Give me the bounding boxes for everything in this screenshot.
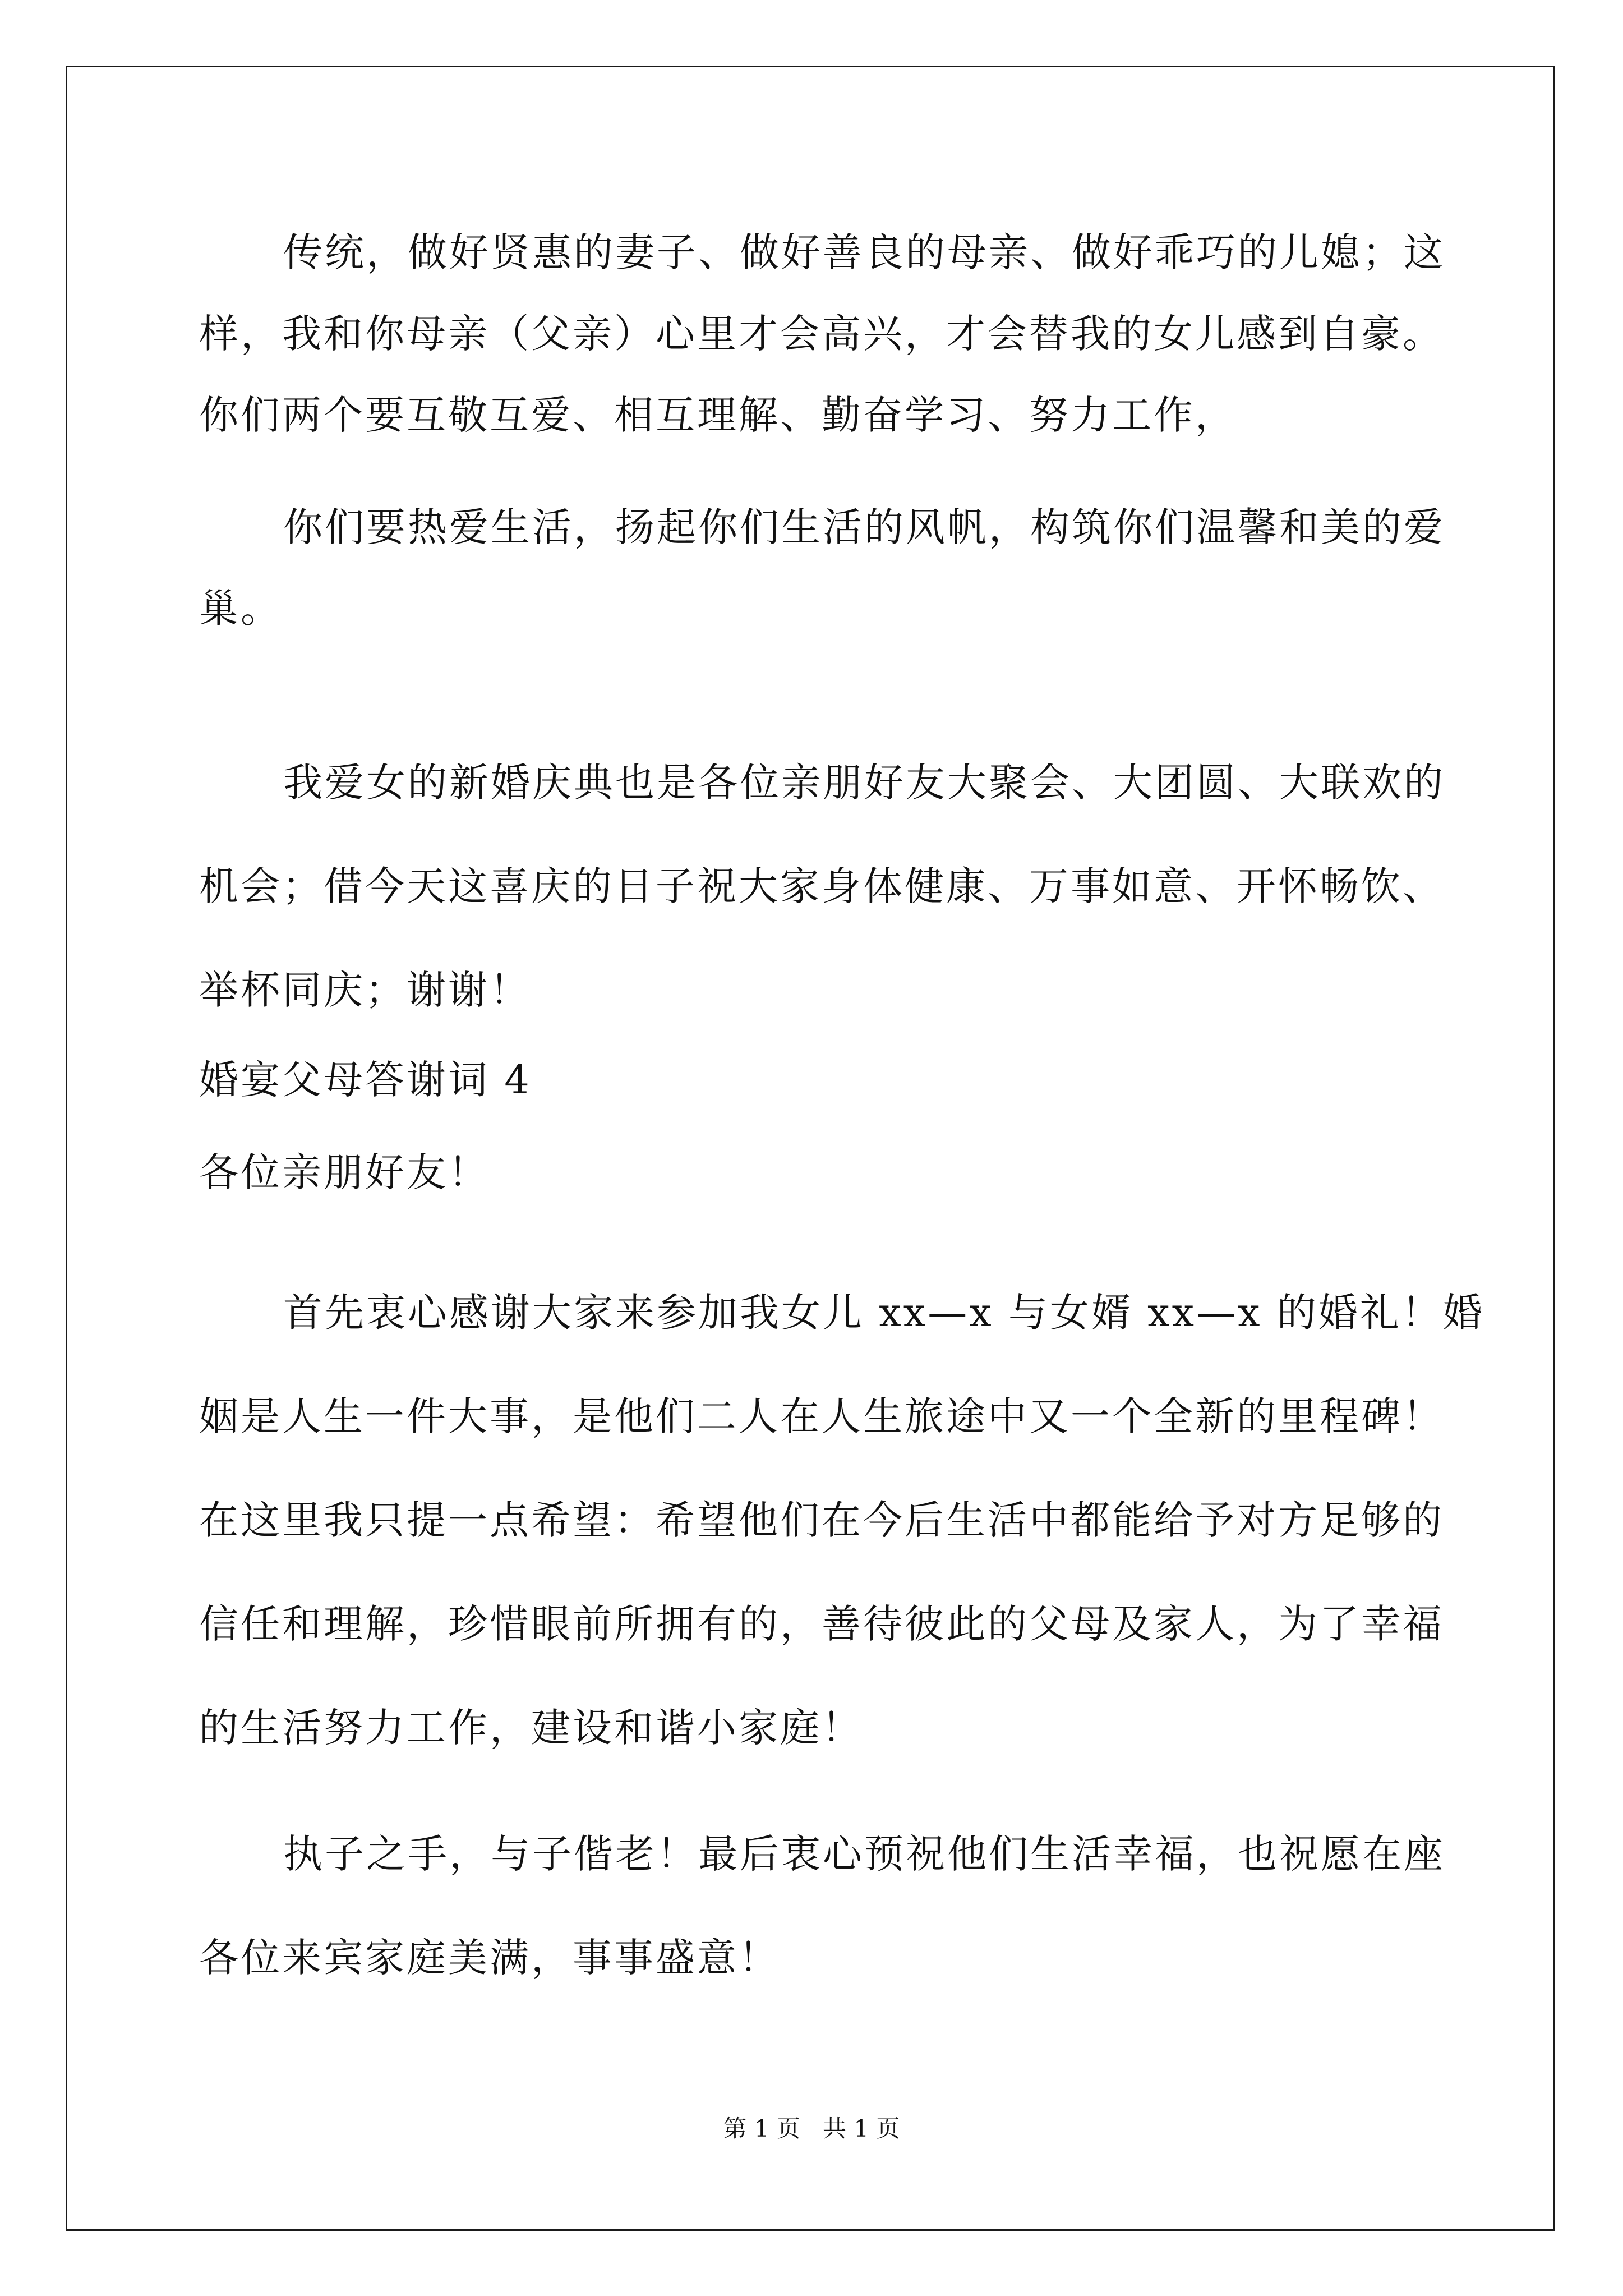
paragraph-line: 你们要热爱生活，扬起你们生活的风帆，构筑你们温馨和美的爱 [283,504,1445,550]
paragraph-line: 各位来宾家庭美满，事事盛意！ [199,1935,780,1981]
paragraph-line: 我爱女的新婚庆典也是各位亲朋好友大聚会、大团圆、大联欢的 [283,760,1445,806]
salutation: 各位亲朋好友！ [199,1149,490,1195]
paragraph-line: 的生活努力工作，建设和谐小家庭！ [199,1705,863,1751]
paragraph-line: 执子之手，与子偕老！最后衷心预祝他们生活幸福，也祝愿在座 [283,1831,1445,1877]
page-number: 第 1 页 [723,2115,800,2142]
paragraph-line: 举杯同庆；谢谢！ [199,967,531,1013]
footer-spacer [800,2115,823,2142]
paragraph-line: 首先衷心感谢大家来参加我女儿 xx—x 与女婿 xx—x 的婚礼！婚 [283,1290,1484,1336]
page-total: 共 1 页 [823,2115,900,2142]
paragraph-line: 你们两个要互敬互爱、相互理解、勤奋学习、努力工作， [199,392,1237,438]
paragraph-line: 传统，做好贤惠的妻子、做好善良的母亲、做好乖巧的儿媳；这 [283,229,1445,275]
paragraph-line: 信任和理解，珍惜眼前所拥有的，善待彼此的父母及家人，为了幸福 [199,1601,1444,1647]
paragraph-line: 姻是人生一件大事，是他们二人在人生旅途中又一个全新的里程碑！ [199,1393,1444,1439]
paragraph-line: 巢。 [199,586,282,632]
section-heading: 婚宴父母答谢词 4 [199,1057,532,1103]
paragraph-line: 在这里我只提一点希望：希望他们在今后生活中都能给予对方足够的 [199,1497,1444,1543]
paragraph-line: 机会；借今天这喜庆的日子祝大家身体健康、万事如意、开怀畅饮、 [199,863,1444,909]
paragraph-line: 样，我和你母亲（父亲）心里才会高兴，才会替我的女儿感到自豪。 [199,311,1444,357]
page-footer [0,2112,1623,2146]
